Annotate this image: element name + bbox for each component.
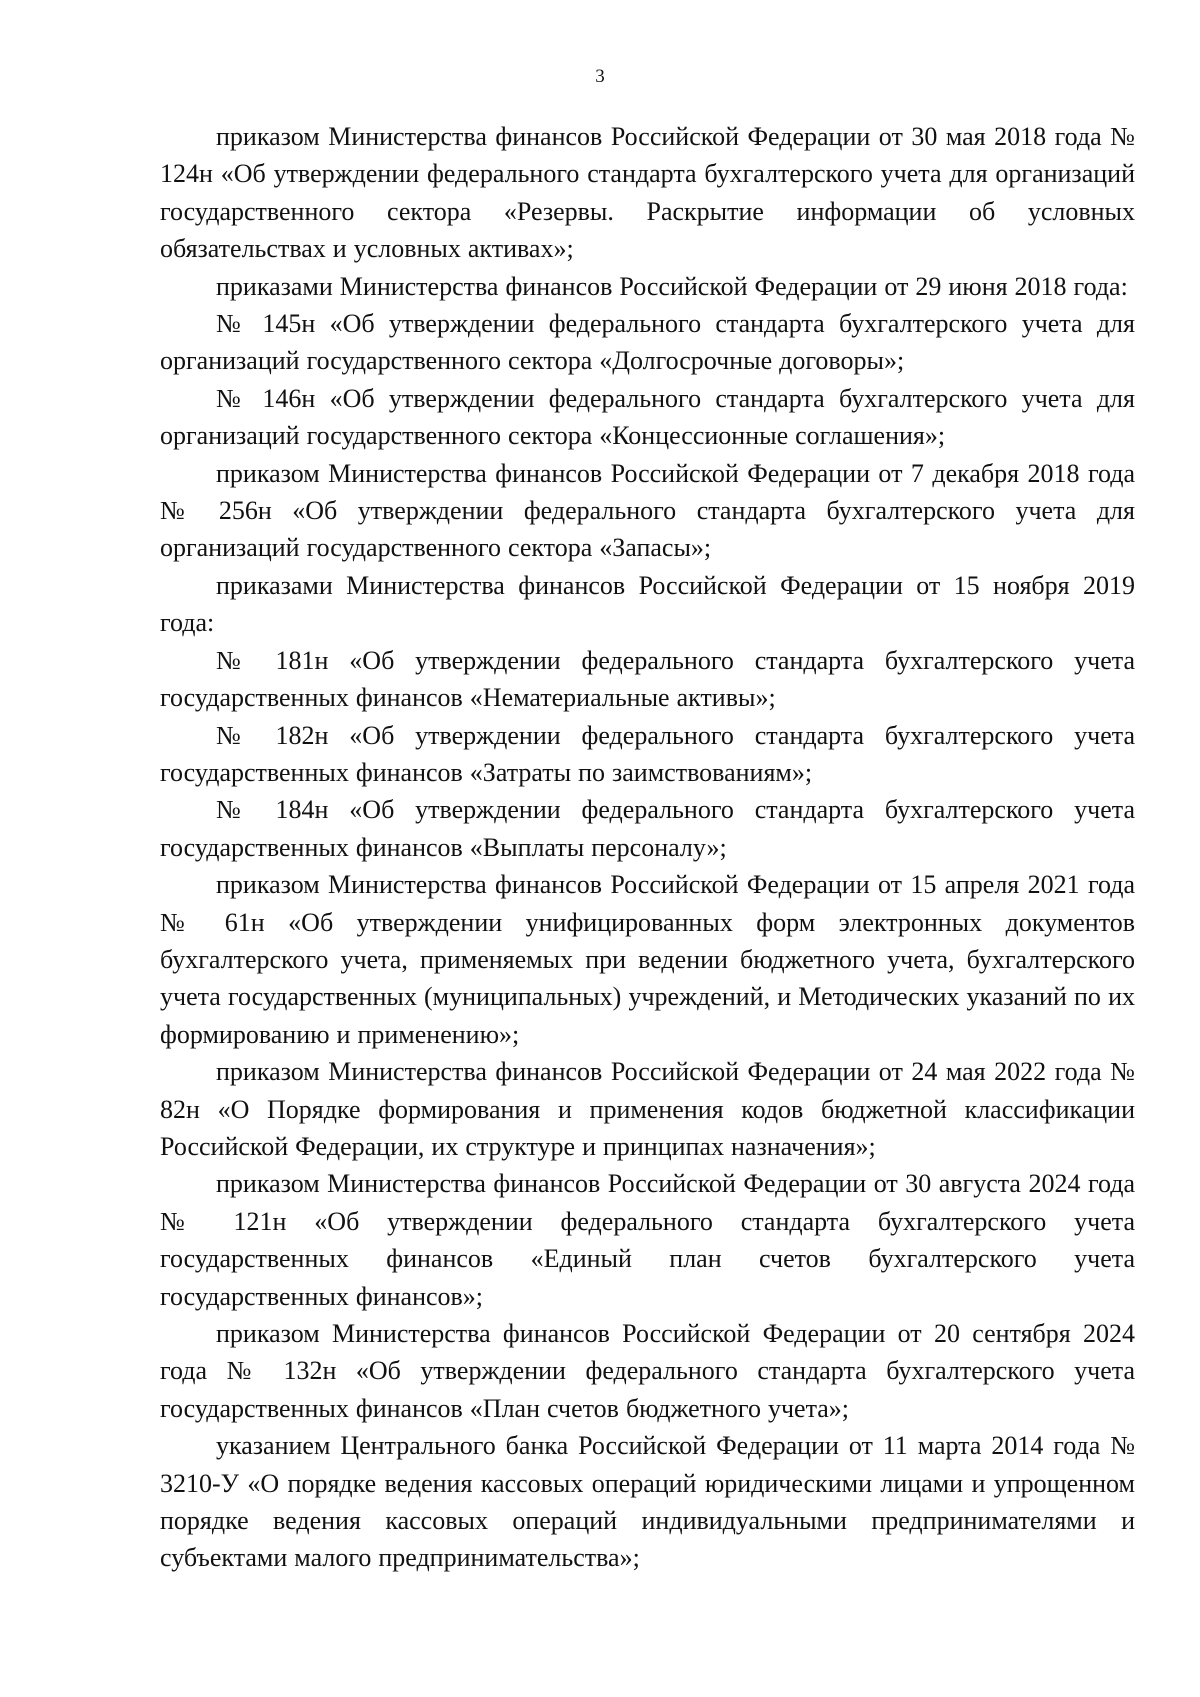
paragraph-orders-29-june-2018: приказами Министерства финансов Российской Федерации от 29 июня 2018 года: [216, 271, 1128, 301]
paragraph-order-146n: № 146н «Об утверждении федерального стандарта бухгалтерского учета для организаций государственного сектора «Концессионные соглашения»; [160, 383, 1135, 451]
paragraph-order-184n: № 184н «Об утверждении федерального стандарта бухгалтерского учета государственных финансов «Выплаты персоналу»; [160, 795, 1135, 862]
paragraph-order-181n: № 181н «Об утверждении федерального стандарта бухгалтерского учета государственных финансов «Нематериальные активы»; [160, 645, 1135, 713]
document-body [160, 118, 1135, 1577]
paragraph-order-132n: приказом Министерства финансов Российской Федерации от 20 сентября 2024 года № 132н «Об утверждении федерального стандарта бухгалтерского учета государственных финансов «План счетов бюджетного учета»; [160, 1319, 1135, 1423]
paragraph-order-61n: приказом Министерства финансов Российской Федерации от 15 апреля 2021 года № 61н «Об утверждении унифицированных форм электронных документов бухгалтерского учета, применяемых при ведении бюджетного учета, бухгалтерского учета государственных (муниципальных) учреждений, и Методических указаний по их формированию и применению»; [160, 870, 1135, 1049]
paragraph-order-256n: приказом Министерства финансов Российской Федерации от 7 декабря 2018 года № 256н «Об утверждении федерального стандарта бухгалтерского учета для организаций государственного сектора «Запасы»; [160, 458, 1135, 563]
paragraph-order-145n: № 145н «Об утверждении федерального стандарта бухгалтерского учета для организаций государственного сектора «Долгосрочные договоры»; [160, 309, 1135, 376]
paragraph-order-121n: приказом Министерства финансов Российской Федерации от 30 августа 2024 года № 121н «Об утверждении федерального стандарта бухгалтерского учета государственных финансов «Единый план счетов бухгалтерского учета государственных финансов»; [160, 1169, 1135, 1311]
paragraph-order-82n: приказом Министерства финансов Российской Федерации от 24 мая 2022 года № 82н «О Порядке формирования и применения кодов бюджетной классификации Российской Федерации, их структуре и принципах назначения»; [160, 1057, 1135, 1161]
page-number: 3 [595, 66, 605, 87]
paragraph-order-182n: № 182н «Об утверждении федерального стандарта бухгалтерского учета государственных финансов «Затраты по заимствованиям»; [160, 720, 1135, 787]
paragraph-orders-15-november-2019: приказами Министерства финансов Российской Федерации от 15 ноября 2019 года: [160, 570, 1135, 638]
paragraph-directive-3210-u: указанием Центрального банка Российской Федерации от 11 марта 2014 года № 3210-У «О порядке ведения кассовых операций юридическими лицами и упрощенном порядке ведения кассовых операций индивидуальными предпринимателями и субъектами малого предпринимательства»; [160, 1431, 1135, 1573]
paragraph-order-124n: приказом Министерства финансов Российской Федерации от 30 мая 2018 года № 124н «Об утверждении федерального стандарта бухгалтерского учета для организаций государственного сектора «Резервы. Раскрытие информации об условных обязательствах и условных активах»; [160, 122, 1135, 264]
